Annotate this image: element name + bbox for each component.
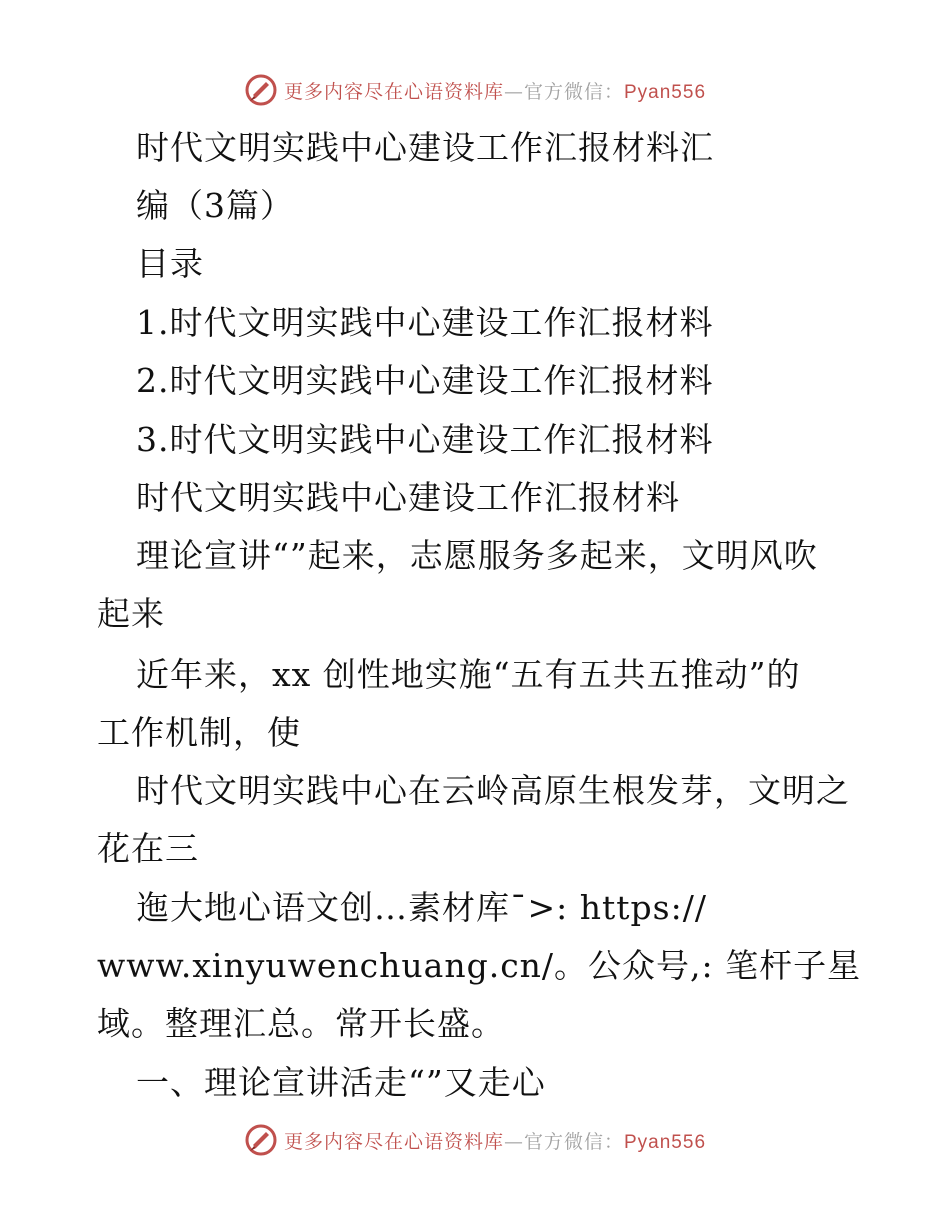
- subtitle-line-1: 理论宣讲“”起来，志愿服务多起来，文明风吹: [136, 536, 818, 575]
- banner-wechat-handle: Pyan556: [624, 81, 707, 103]
- header-banner: [0, 68, 950, 112]
- banner-main-text: 更多内容尽在心语资料库: [283, 1130, 504, 1153]
- paragraph-2-line-1: 时代文明实践中心在云岭高原生根发芽，文明之: [136, 771, 850, 810]
- banner-main-text: 更多内容尽在心语资料库: [283, 80, 504, 103]
- banner-wechat-handle: Pyan556: [624, 1131, 707, 1153]
- paragraph-3-line-2: www.xinyuwenchuang.cn/。公众号,: 笔杆子星: [97, 946, 862, 985]
- paragraph-1-line-1: 近年来，xx 创性地实施“五有五共五推动”的: [136, 655, 801, 694]
- banner-separator: —: [503, 80, 524, 103]
- toc-item-2: 2.时代文明实践中心建设工作汇报材料: [136, 361, 714, 400]
- section-title: 时代文明实践中心建设工作汇报材料: [136, 478, 680, 517]
- brand-logo-icon: [244, 1123, 278, 1157]
- subtitle-line-2: 起来: [97, 594, 165, 633]
- paragraph-1-line-2: 工作机制，使: [97, 713, 301, 752]
- toc-item-1: 1.时代文明实践中心建设工作汇报材料: [136, 303, 714, 342]
- toc-heading: 目录: [136, 244, 204, 283]
- brand-logo-icon: [244, 73, 278, 107]
- footer-banner-text: [284, 1127, 706, 1154]
- banner-separator: —: [503, 1130, 524, 1153]
- document-title-line-1: 时代文明实践中心建设工作汇报材料汇: [136, 128, 714, 167]
- paragraph-3-line-3: 域。整理汇总。常开长盛。: [97, 1004, 505, 1043]
- banner-wechat-label: 官方微信：: [523, 80, 624, 103]
- paragraph-2-line-2: 花在三: [97, 829, 199, 868]
- toc-item-3: 3.时代文明实践中心建设工作汇报材料: [136, 420, 714, 459]
- document-title-line-2: 编（3篇）: [136, 186, 294, 225]
- footer-banner-content: [244, 1123, 706, 1157]
- header-banner-text: [284, 77, 706, 104]
- header-banner-content: [244, 73, 706, 107]
- heading-1: 一、理论宣讲活走“”又走心: [136, 1063, 546, 1102]
- banner-wechat-label: 官方微信：: [523, 1130, 624, 1153]
- footer-banner: [0, 1118, 950, 1162]
- paragraph-3-line-1: 迤大地心语文创…素材库¯>: https://: [136, 888, 707, 927]
